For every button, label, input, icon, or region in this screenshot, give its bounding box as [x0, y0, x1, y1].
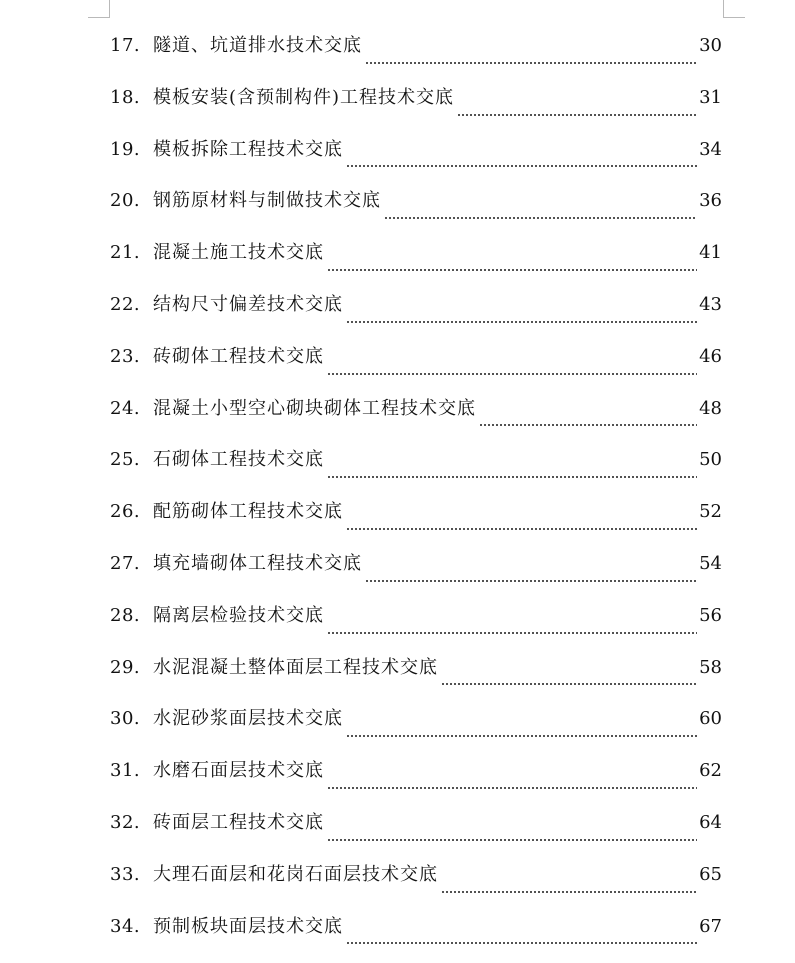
toc-entry-title: 砖面层工程技术交底 [153, 811, 324, 833]
toc-entry-title: 石砌体工程技术交底 [153, 449, 324, 471]
toc-entry-title: 水泥混凝土整体面层工程技术交底 [153, 656, 438, 678]
toc-entry-page-number: 64 [699, 811, 722, 833]
toc-entry-title: 模板拆除工程技术交底 [153, 138, 343, 160]
toc-dot-leader [479, 424, 697, 426]
toc-entry-title: 结构尺寸偏差技术交底 [153, 293, 343, 315]
toc-entry-number: 22. [110, 293, 141, 315]
toc-entry-number: 30. [110, 708, 141, 730]
toc-entry-page-number: 62 [699, 760, 722, 782]
toc-entry[interactable] [110, 135, 722, 187]
toc-dot-leader [327, 373, 697, 375]
toc-entry[interactable] [110, 238, 722, 290]
crop-mark-top-left [88, 17, 109, 18]
toc-entry-title: 大理石面层和花岗石面层技术交底 [153, 863, 438, 885]
toc-entry[interactable] [110, 860, 722, 912]
toc-dot-leader [365, 62, 697, 64]
toc-entry-number: 18. [110, 86, 141, 108]
toc-entry-number: 28. [110, 604, 141, 626]
toc-entry[interactable] [110, 342, 722, 394]
toc-entry-number: 32. [110, 811, 141, 833]
toc-entry[interactable] [110, 601, 722, 653]
toc-entry-number: 20. [110, 190, 141, 212]
toc-dot-leader [384, 217, 697, 219]
toc-entry-title: 预制板块面层技术交底 [153, 915, 343, 937]
toc-entry[interactable] [110, 756, 722, 808]
toc-entry-title: 模板安装(含预制构件)工程技术交底 [153, 86, 455, 108]
toc-entry-number: 17. [110, 35, 141, 56]
toc-entry-page-number: 52 [699, 501, 722, 523]
toc-entry[interactable] [110, 31, 722, 83]
toc-entry-title: 填充墙砌体工程技术交底 [153, 552, 362, 574]
toc-dot-leader [346, 735, 697, 737]
toc-dot-leader [327, 787, 697, 789]
toc-entry-title: 隧道、坑道排水技术交底 [153, 35, 362, 56]
table-of-contents [110, 31, 722, 963]
toc-dot-leader [346, 321, 697, 323]
toc-entry-page-number: 36 [699, 190, 722, 212]
crop-mark-top-left-vertical [109, 0, 110, 18]
toc-dot-leader [441, 683, 697, 685]
toc-entry[interactable] [110, 83, 722, 135]
toc-entry-number: 25. [110, 449, 141, 471]
toc-entry-page-number: 54 [699, 552, 722, 574]
toc-entry-number: 29. [110, 656, 141, 678]
toc-entry[interactable] [110, 394, 722, 446]
toc-entry-page-number: 67 [699, 915, 722, 937]
toc-entry-page-number: 48 [699, 397, 722, 419]
toc-entry-page-number: 60 [699, 708, 722, 730]
toc-entry-page-number: 31 [699, 86, 722, 108]
toc-entry-number: 31. [110, 760, 141, 782]
toc-entry-title: 混凝土施工技术交底 [153, 242, 324, 264]
toc-dot-leader [327, 839, 697, 841]
toc-entry[interactable] [110, 912, 722, 963]
toc-entry-page-number: 58 [699, 656, 722, 678]
toc-dot-leader [365, 580, 697, 582]
toc-dot-leader [346, 528, 697, 530]
toc-entry[interactable] [110, 704, 722, 756]
toc-entry-title: 水磨石面层技术交底 [153, 760, 324, 782]
toc-dot-leader [327, 269, 697, 271]
toc-entry-title: 隔离层检验技术交底 [153, 604, 324, 626]
toc-entry-number: 23. [110, 345, 141, 367]
toc-dot-leader [346, 942, 697, 944]
toc-entry[interactable] [110, 808, 722, 860]
toc-entry-number: 34. [110, 915, 141, 937]
toc-entry[interactable] [110, 290, 722, 342]
toc-entry[interactable] [110, 186, 722, 238]
toc-entry-title: 钢筋原材料与制做技术交底 [153, 190, 381, 212]
toc-dot-leader [441, 891, 697, 893]
toc-entry-page-number: 30 [699, 35, 722, 56]
toc-entry-number: 26. [110, 501, 141, 523]
toc-entry[interactable] [110, 549, 722, 601]
toc-entry-number: 27. [110, 552, 141, 574]
toc-entry-page-number: 41 [699, 242, 722, 264]
toc-dot-leader [327, 632, 697, 634]
toc-entry-number: 19. [110, 138, 141, 160]
crop-mark-top-right-vertical [723, 0, 724, 18]
toc-entry-page-number: 50 [699, 449, 722, 471]
toc-entry-title: 水泥砂浆面层技术交底 [153, 708, 343, 730]
toc-dot-leader [346, 165, 697, 167]
toc-entry-page-number: 43 [699, 293, 722, 315]
toc-entry[interactable] [110, 497, 722, 549]
toc-entry-title: 砖砌体工程技术交底 [153, 345, 324, 367]
toc-entry-page-number: 56 [699, 604, 722, 626]
toc-entry-page-number: 65 [699, 863, 722, 885]
toc-entry-title: 混凝土小型空心砌块砌体工程技术交底 [153, 397, 476, 419]
toc-dot-leader [327, 476, 697, 478]
toc-entry-page-number: 34 [699, 138, 722, 160]
toc-entry-title: 配筋砌体工程技术交底 [153, 501, 343, 523]
toc-entry[interactable] [110, 445, 722, 497]
crop-mark-top-right [723, 17, 745, 18]
toc-entry-number: 33. [110, 863, 141, 885]
toc-entry[interactable] [110, 653, 722, 705]
toc-entry-number: 24. [110, 397, 141, 419]
toc-dot-leader [457, 114, 697, 116]
toc-entry-page-number: 46 [699, 345, 722, 367]
toc-entry-number: 21. [110, 242, 141, 264]
